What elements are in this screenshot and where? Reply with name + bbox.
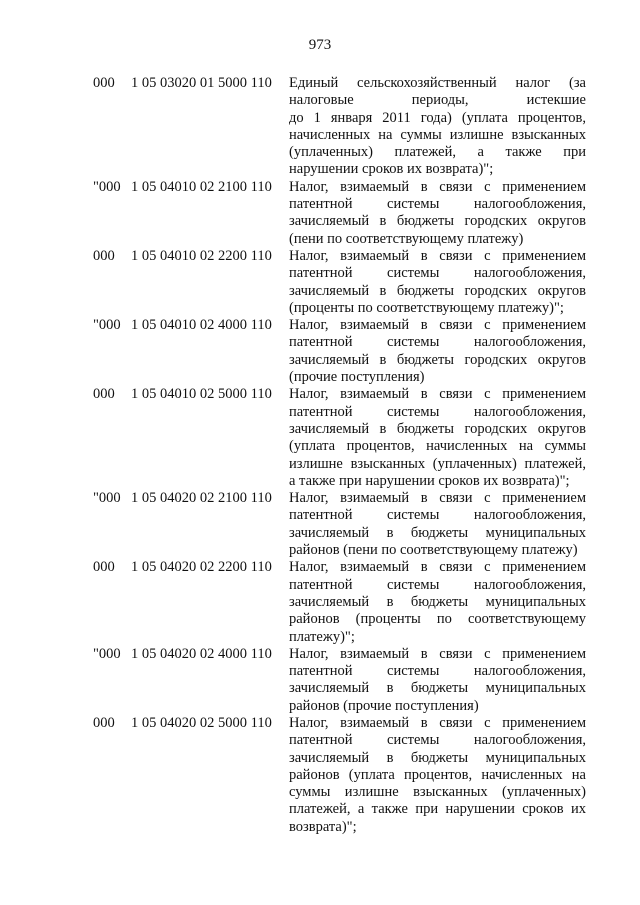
admin-code: 000 <box>93 247 115 264</box>
budget-code-row <box>0 75 640 179</box>
description-line: (уплаченных) платежей, а также при <box>289 144 586 161</box>
description-line: излишне взысканных (уплаченных) платежей, <box>289 455 586 472</box>
budget-classification-code: 1 05 04020 02 4000 110 <box>131 645 272 662</box>
description-line: нарушении сроков их возврата)"; <box>289 161 494 178</box>
budget-code-row <box>0 179 640 248</box>
description-line: Налог, взимаемый в связи с применением <box>289 559 586 576</box>
budget-code-row <box>0 646 640 715</box>
description-line: суммы излишне взысканных (уплаченных) <box>289 784 586 801</box>
admin-code: "000 <box>93 645 121 662</box>
description-line: зачисляемый в бюджеты муниципальных <box>289 524 586 541</box>
description-line: (уплата процентов, начисленных на суммы <box>289 438 586 455</box>
description-line: начисленных на суммы излишне взысканных <box>289 126 586 143</box>
code-description <box>289 248 586 317</box>
code-description <box>289 715 586 836</box>
description-line: патентной системы налогообложения, <box>289 663 586 680</box>
admin-code: 000 <box>93 75 115 91</box>
description-line: зачисляемый в бюджеты городских округов <box>289 282 586 299</box>
budget-code-row <box>0 490 640 559</box>
budget-code-row <box>0 248 640 317</box>
code-description <box>289 559 586 645</box>
description-line: Единый сельскохозяйственный налог (за <box>289 75 586 91</box>
description-line: зачисляемый в бюджеты городских округов <box>289 213 586 230</box>
budget-classification-code: 1 05 04010 02 4000 110 <box>131 317 272 334</box>
code-description <box>289 75 586 179</box>
description-line: Налог, взимаемый в связи с применением <box>289 386 586 403</box>
description-line: патентной системы налогообложения, <box>289 265 586 282</box>
description-line: патентной системы налогообложения, <box>289 334 586 351</box>
budget-code-row <box>0 715 640 836</box>
description-line: патентной системы налогообложения, <box>289 732 586 749</box>
description-line: Налог, взимаемый в связи с применением <box>289 247 586 264</box>
code-description <box>289 317 586 386</box>
budget-classification-code: 1 05 04020 02 5000 110 <box>131 714 272 731</box>
description-line: налоговые периоды, истекшие <box>289 92 586 109</box>
code-description <box>289 179 586 248</box>
description-line: Налог, взимаемый в связи с применением <box>289 714 586 731</box>
description-line: патентной системы налогообложения, <box>289 403 586 420</box>
budget-classification-code: 1 05 04010 02 2200 110 <box>131 247 272 264</box>
description-line: платежей, а также при нарушении сроков их <box>289 801 586 818</box>
budget-code-row <box>0 559 640 645</box>
description-line: (пени по соответствующему платежу) <box>289 230 524 247</box>
description-line: возврата)"; <box>289 818 357 835</box>
description-line: зачисляемый в бюджеты муниципальных <box>289 680 586 697</box>
budget-code-row <box>0 317 640 386</box>
description-line: патентной системы налогообложения, <box>289 507 586 524</box>
description-line: районов (уплата процентов, начисленных на <box>289 766 586 783</box>
budget-classification-code: 1 05 04010 02 5000 110 <box>131 386 272 403</box>
budget-classification-code: 1 05 04020 02 2200 110 <box>131 559 272 576</box>
description-line: зачисляемый в бюджеты муниципальных <box>289 593 586 610</box>
description-line: Налог, взимаемый в связи с применением <box>289 178 586 195</box>
description-line: районов (проценты по соответствующему <box>289 611 586 628</box>
admin-code: "000 <box>93 490 121 507</box>
description-line: (прочие поступления) <box>289 369 425 386</box>
code-description <box>289 386 586 490</box>
admin-code: 000 <box>93 386 115 403</box>
code-description <box>289 646 586 715</box>
admin-code: "000 <box>93 317 121 334</box>
description-line: Налог, взимаемый в связи с применением <box>289 317 586 334</box>
budget-classification-code: 1 05 04010 02 2100 110 <box>131 178 272 195</box>
code-description <box>289 490 586 559</box>
budget-code-row <box>0 386 640 490</box>
description-line: патентной системы налогообложения, <box>289 196 586 213</box>
admin-code: 000 <box>93 559 115 576</box>
description-line: районов (пени по соответствующему платежу) <box>289 542 578 559</box>
admin-code: "000 <box>93 178 121 195</box>
description-line: зачисляемый в бюджеты городских округов <box>289 351 586 368</box>
budget-classification-code: 1 05 04020 02 2100 110 <box>131 490 272 507</box>
admin-code: 000 <box>93 714 115 731</box>
budget-code-list <box>0 75 640 836</box>
description-line: зачисляемый в бюджеты городских округов <box>289 420 586 437</box>
description-line: до 1 января 2011 года) (уплата процентов, <box>289 109 586 126</box>
description-line: платежу)"; <box>289 628 355 645</box>
description-line: районов (прочие поступления) <box>289 697 479 714</box>
description-line: патентной системы налогообложения, <box>289 576 586 593</box>
budget-classification-code: 1 05 03020 01 5000 110 <box>131 75 272 91</box>
page-number: 973 <box>308 37 332 53</box>
description-line: Налог, взимаемый в связи с применением <box>289 490 586 507</box>
description-line: (проценты по соответствующему платежу)"; <box>289 299 564 316</box>
description-line: зачисляемый в бюджеты муниципальных <box>289 749 586 766</box>
description-line: а также при нарушении сроков их возврата)"; <box>289 472 570 489</box>
description-line: Налог, взимаемый в связи с применением <box>289 645 586 662</box>
